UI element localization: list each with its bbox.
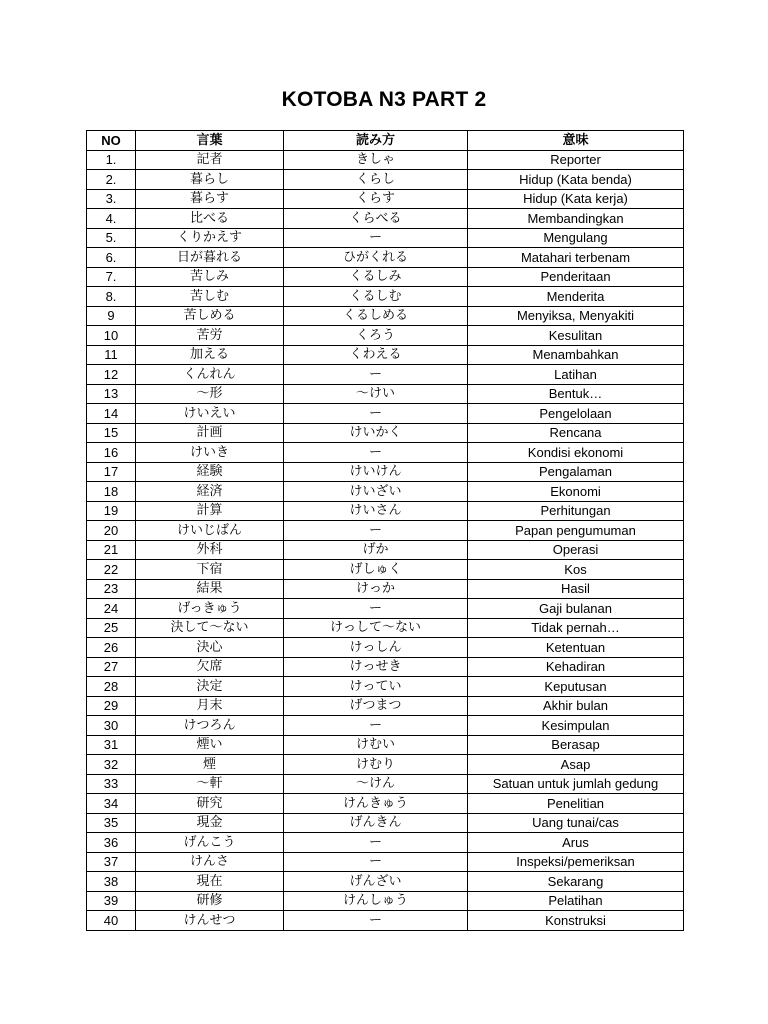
- table-row: [87, 170, 684, 190]
- row-number: 18: [87, 482, 136, 502]
- table-row: [87, 696, 684, 716]
- table-row: [87, 287, 684, 307]
- table-row: [87, 638, 684, 658]
- table-row: [87, 774, 684, 794]
- word-cell: 経済: [136, 482, 284, 502]
- table-row: [87, 209, 684, 229]
- table-row: [87, 423, 684, 443]
- row-number: 40: [87, 911, 136, 931]
- row-number: 23: [87, 579, 136, 599]
- table-row: [87, 540, 684, 560]
- row-number: 17: [87, 462, 136, 482]
- meaning-cell: Inspeksi/pemeriksan: [468, 852, 684, 872]
- reading-cell: ー: [284, 833, 468, 853]
- header-no: NO: [87, 131, 136, 151]
- word-cell: 現金: [136, 813, 284, 833]
- word-cell: くんれん: [136, 365, 284, 385]
- word-cell: ～形: [136, 384, 284, 404]
- word-cell: 経験: [136, 462, 284, 482]
- row-number: 34: [87, 794, 136, 814]
- meaning-cell: Sekarang: [468, 872, 684, 892]
- meaning-cell: Matahari terbenam: [468, 248, 684, 268]
- row-number: 19: [87, 501, 136, 521]
- reading-cell: げんきん: [284, 813, 468, 833]
- table-row: [87, 872, 684, 892]
- table-row: [87, 891, 684, 911]
- table-body: [87, 150, 684, 930]
- meaning-cell: Operasi: [468, 540, 684, 560]
- meaning-cell: Membandingkan: [468, 209, 684, 229]
- meaning-cell: Kondisi ekonomi: [468, 443, 684, 463]
- row-number: 35: [87, 813, 136, 833]
- meaning-cell: Kehadiran: [468, 657, 684, 677]
- meaning-cell: Uang tunai/cas: [468, 813, 684, 833]
- word-cell: 研修: [136, 891, 284, 911]
- row-number: 5.: [87, 228, 136, 248]
- meaning-cell: Menyiksa, Menyakiti: [468, 306, 684, 326]
- row-number: 31: [87, 735, 136, 755]
- meaning-cell: Gaji bulanan: [468, 599, 684, 619]
- table-row: [87, 794, 684, 814]
- meaning-cell: Mengulang: [468, 228, 684, 248]
- reading-cell: けいさん: [284, 501, 468, 521]
- row-number: 11: [87, 345, 136, 365]
- word-cell: 苦労: [136, 326, 284, 346]
- row-number: 27: [87, 657, 136, 677]
- row-number: 16: [87, 443, 136, 463]
- reading-cell: けいかく: [284, 423, 468, 443]
- word-cell: 暮らす: [136, 189, 284, 209]
- row-number: 39: [87, 891, 136, 911]
- word-cell: けつろん: [136, 716, 284, 736]
- reading-cell: けってい: [284, 677, 468, 697]
- meaning-cell: Menderita: [468, 287, 684, 307]
- reading-cell: けっか: [284, 579, 468, 599]
- reading-cell: けんしゅう: [284, 891, 468, 911]
- row-number: 37: [87, 852, 136, 872]
- reading-cell: ー: [284, 599, 468, 619]
- word-cell: 欠席: [136, 657, 284, 677]
- meaning-cell: Ketentuan: [468, 638, 684, 658]
- row-number: 22: [87, 560, 136, 580]
- word-cell: 煙: [136, 755, 284, 775]
- reading-cell: ー: [284, 228, 468, 248]
- word-cell: 現在: [136, 872, 284, 892]
- word-cell: けいじばん: [136, 521, 284, 541]
- meaning-cell: Pelatihan: [468, 891, 684, 911]
- word-cell: 決心: [136, 638, 284, 658]
- row-number: 9: [87, 306, 136, 326]
- row-number: 21: [87, 540, 136, 560]
- word-cell: 計画: [136, 423, 284, 443]
- reading-cell: げしゅく: [284, 560, 468, 580]
- header-word: 言葉: [136, 131, 284, 151]
- reading-cell: ー: [284, 521, 468, 541]
- word-cell: 加える: [136, 345, 284, 365]
- word-cell: 苦しみ: [136, 267, 284, 287]
- reading-cell: けむり: [284, 755, 468, 775]
- reading-cell: くらべる: [284, 209, 468, 229]
- table-row: [87, 248, 684, 268]
- meaning-cell: Pengalaman: [468, 462, 684, 482]
- table-row: [87, 365, 684, 385]
- meaning-cell: Perhitungan: [468, 501, 684, 521]
- reading-cell: ー: [284, 716, 468, 736]
- table-row: [87, 599, 684, 619]
- meaning-cell: Hidup (Kata kerja): [468, 189, 684, 209]
- row-number: 15: [87, 423, 136, 443]
- meaning-cell: Penelitian: [468, 794, 684, 814]
- meaning-cell: Tidak pernah…: [468, 618, 684, 638]
- table-row: [87, 326, 684, 346]
- word-cell: 研究: [136, 794, 284, 814]
- meaning-cell: Penderitaan: [468, 267, 684, 287]
- header-reading: 読み方: [284, 131, 468, 151]
- meaning-cell: Latihan: [468, 365, 684, 385]
- meaning-cell: Papan pengumuman: [468, 521, 684, 541]
- vocabulary-table: [86, 130, 684, 931]
- reading-cell: ー: [284, 404, 468, 424]
- word-cell: 結果: [136, 579, 284, 599]
- row-number: 4.: [87, 209, 136, 229]
- word-cell: くりかえす: [136, 228, 284, 248]
- row-number: 26: [87, 638, 136, 658]
- word-cell: げんこう: [136, 833, 284, 853]
- word-cell: 決定: [136, 677, 284, 697]
- row-number: 28: [87, 677, 136, 697]
- row-number: 7.: [87, 267, 136, 287]
- word-cell: けいえい: [136, 404, 284, 424]
- table-row: [87, 267, 684, 287]
- row-number: 33: [87, 774, 136, 794]
- meaning-cell: Keputusan: [468, 677, 684, 697]
- row-number: 32: [87, 755, 136, 775]
- meaning-cell: Pengelolaan: [468, 404, 684, 424]
- table-row: [87, 833, 684, 853]
- word-cell: 苦しむ: [136, 287, 284, 307]
- page-title: KOTOBA N3 PART 2: [281, 88, 487, 111]
- table-row: [87, 501, 684, 521]
- table-row: [87, 579, 684, 599]
- table-header-row: [87, 131, 684, 151]
- word-cell: 暮らし: [136, 170, 284, 190]
- table-row: [87, 462, 684, 482]
- row-number: 8.: [87, 287, 136, 307]
- table-row: [87, 306, 684, 326]
- meaning-cell: Konstruksi: [468, 911, 684, 931]
- row-number: 1.: [87, 150, 136, 170]
- meaning-cell: Akhir bulan: [468, 696, 684, 716]
- reading-cell: けいけん: [284, 462, 468, 482]
- row-number: 30: [87, 716, 136, 736]
- row-number: 3.: [87, 189, 136, 209]
- meaning-cell: Kos: [468, 560, 684, 580]
- row-number: 13: [87, 384, 136, 404]
- meaning-cell: Hidup (Kata benda): [468, 170, 684, 190]
- word-cell: ～軒: [136, 774, 284, 794]
- meaning-cell: Bentuk…: [468, 384, 684, 404]
- header-meaning: 意味: [468, 131, 684, 151]
- reading-cell: くろう: [284, 326, 468, 346]
- word-cell: 比べる: [136, 209, 284, 229]
- word-cell: 決して～ない: [136, 618, 284, 638]
- word-cell: 下宿: [136, 560, 284, 580]
- reading-cell: くわえる: [284, 345, 468, 365]
- word-cell: 計算: [136, 501, 284, 521]
- table-row: [87, 404, 684, 424]
- reading-cell: げつまつ: [284, 696, 468, 716]
- table-row: [87, 755, 684, 775]
- table-row: [87, 560, 684, 580]
- table-row: [87, 813, 684, 833]
- reading-cell: ～けい: [284, 384, 468, 404]
- word-cell: 記者: [136, 150, 284, 170]
- meaning-cell: Berasap: [468, 735, 684, 755]
- meaning-cell: Kesimpulan: [468, 716, 684, 736]
- table-row: [87, 735, 684, 755]
- meaning-cell: Hasil: [468, 579, 684, 599]
- row-number: 20: [87, 521, 136, 541]
- reading-cell: ～けん: [284, 774, 468, 794]
- word-cell: 外科: [136, 540, 284, 560]
- meaning-cell: Satuan untuk jumlah gedung: [468, 774, 684, 794]
- meaning-cell: Menambahkan: [468, 345, 684, 365]
- reading-cell: げか: [284, 540, 468, 560]
- word-cell: 月末: [136, 696, 284, 716]
- table-row: [87, 716, 684, 736]
- reading-cell: ー: [284, 911, 468, 931]
- table-row: [87, 150, 684, 170]
- word-cell: 苦しめる: [136, 306, 284, 326]
- reading-cell: けいざい: [284, 482, 468, 502]
- reading-cell: けっしん: [284, 638, 468, 658]
- meaning-cell: Kesulitan: [468, 326, 684, 346]
- reading-cell: ひがくれる: [284, 248, 468, 268]
- reading-cell: げんざい: [284, 872, 468, 892]
- reading-cell: くるしみ: [284, 267, 468, 287]
- row-number: 36: [87, 833, 136, 853]
- table-row: [87, 228, 684, 248]
- reading-cell: くらし: [284, 170, 468, 190]
- reading-cell: ー: [284, 852, 468, 872]
- word-cell: けいき: [136, 443, 284, 463]
- reading-cell: けっして～ない: [284, 618, 468, 638]
- word-cell: げっきゅう: [136, 599, 284, 619]
- word-cell: 煙い: [136, 735, 284, 755]
- row-number: 14: [87, 404, 136, 424]
- table-row: [87, 911, 684, 931]
- word-cell: けんせつ: [136, 911, 284, 931]
- table-row: [87, 384, 684, 404]
- reading-cell: けっせき: [284, 657, 468, 677]
- reading-cell: くるしめる: [284, 306, 468, 326]
- row-number: 6.: [87, 248, 136, 268]
- meaning-cell: Ekonomi: [468, 482, 684, 502]
- meaning-cell: Asap: [468, 755, 684, 775]
- meaning-cell: Arus: [468, 833, 684, 853]
- reading-cell: くらす: [284, 189, 468, 209]
- meaning-cell: Reporter: [468, 150, 684, 170]
- row-number: 12: [87, 365, 136, 385]
- reading-cell: ー: [284, 365, 468, 385]
- table-row: [87, 677, 684, 697]
- table-row: [87, 345, 684, 365]
- reading-cell: けんきゅう: [284, 794, 468, 814]
- table-row: [87, 852, 684, 872]
- table-row: [87, 482, 684, 502]
- row-number: 25: [87, 618, 136, 638]
- reading-cell: けむい: [284, 735, 468, 755]
- table-row: [87, 189, 684, 209]
- row-number: 24: [87, 599, 136, 619]
- reading-cell: きしゃ: [284, 150, 468, 170]
- table-row: [87, 443, 684, 463]
- reading-cell: ー: [284, 443, 468, 463]
- row-number: 10: [87, 326, 136, 346]
- table-row: [87, 657, 684, 677]
- meaning-cell: Rencana: [468, 423, 684, 443]
- word-cell: けんさ: [136, 852, 284, 872]
- word-cell: 日が暮れる: [136, 248, 284, 268]
- row-number: 38: [87, 872, 136, 892]
- table-row: [87, 618, 684, 638]
- row-number: 29: [87, 696, 136, 716]
- table-row: [87, 521, 684, 541]
- row-number: 2.: [87, 170, 136, 190]
- reading-cell: くるしむ: [284, 287, 468, 307]
